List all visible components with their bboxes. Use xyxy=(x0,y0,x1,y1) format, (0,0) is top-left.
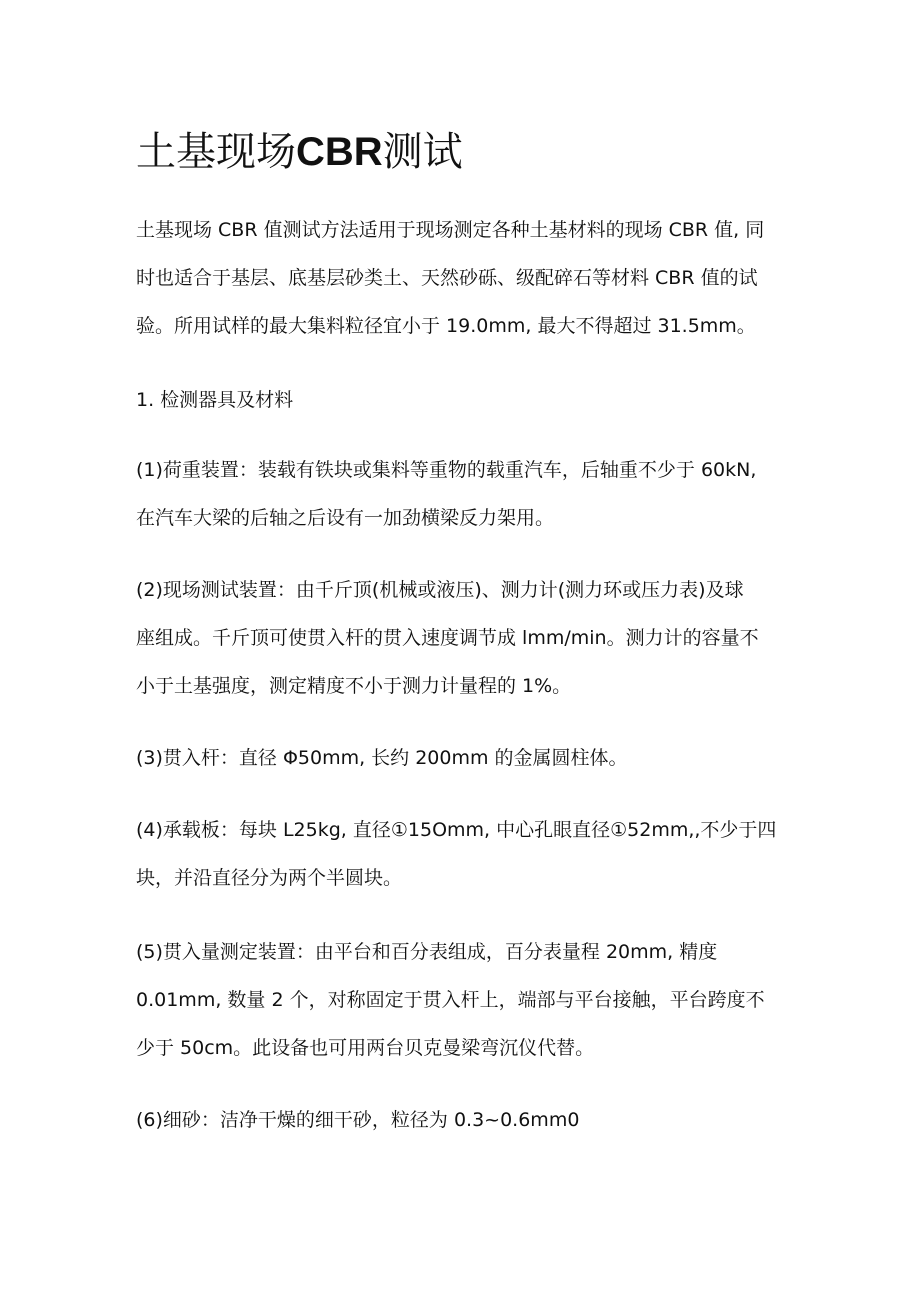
text-line: 在汽车大梁的后轴之后设有一加劲横梁反力架用。 xyxy=(136,507,555,529)
text-line: (3)贯入杆：直径 Φ50mm, 长约 200mm 的金属圆柱体。 xyxy=(136,747,628,769)
section-heading xyxy=(136,376,796,424)
text-line: 土基现场 CBR 值测试方法适用于现场测定各种土基材料的现场 CBR 值, 同 xyxy=(136,219,765,241)
text-line: (6)细砂：洁净干燥的细干砂，粒径为 0.3~0.6mm0 xyxy=(136,1109,580,1131)
page-title xyxy=(136,124,463,180)
text-line: (2)现场测试装置：由千斤顶(机械或液压)、测力计(测力环或压力表)及球 xyxy=(136,579,744,601)
text-line: 座组成。千斤顶可使贯入杆的贯入速度调节成 lmm/min。测力计的容量不 xyxy=(136,627,759,649)
text-line: (1)荷重装置：装载有铁块或集料等重物的载重汽车，后轴重不少于 60kN, xyxy=(136,459,757,481)
item-paragraph-6 xyxy=(136,1096,796,1144)
item-paragraph-4 xyxy=(136,806,796,902)
title-suffix: 测试 xyxy=(382,129,463,175)
title-prefix: 土基现场 xyxy=(136,129,296,175)
text-line: (4)承载板：每块 L25kg, 直径①15Omm, 中心孔眼直径①52mm,,不少于四 xyxy=(136,819,777,841)
title-latin: CBR xyxy=(296,130,383,174)
section-heading-text: 1. 检测器具及材料 xyxy=(136,389,294,411)
text-line: 验。所用试样的最大集料粒径宜小于 19.0mm, 最大不得超过 31.5mm。 xyxy=(136,315,756,337)
intro-paragraph xyxy=(136,206,796,350)
item-paragraph-5 xyxy=(136,928,796,1072)
text-line: 少于 50cm。此设备也可用两台贝克曼梁弯沉仪代替。 xyxy=(136,1037,595,1059)
text-line: 0.01mm, 数量 2 个，对称固定于贯入杆上，端部与平台接触，平台跨度不 xyxy=(136,989,765,1011)
item-paragraph-1 xyxy=(136,446,796,542)
text-line: 小于土基强度，测定精度不小于测力计量程的 1%。 xyxy=(136,675,572,697)
text-line: 时也适合于基层、底基层砂类土、天然砂砾、级配碎石等材料 CBR 值的试 xyxy=(136,267,758,289)
text-line: (5)贯入量测定装置：由平台和百分表组成，百分表量程 20mm, 精度 xyxy=(136,941,718,963)
text-line: 块，并沿直径分为两个半圆块。 xyxy=(136,867,403,889)
item-paragraph-2 xyxy=(136,566,796,710)
item-paragraph-3 xyxy=(136,734,796,782)
